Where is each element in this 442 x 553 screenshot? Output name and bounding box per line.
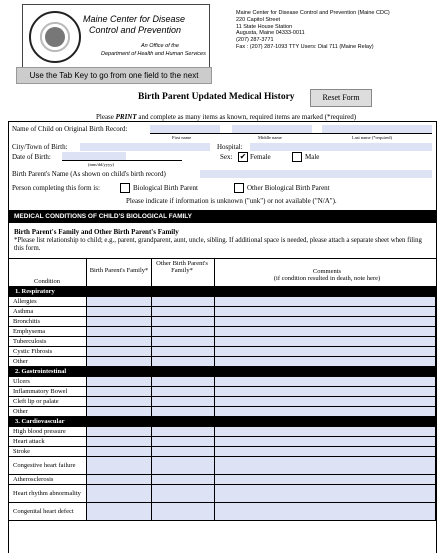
parent-family-input[interactable] — [87, 347, 152, 357]
comments-input[interactable] — [215, 485, 436, 503]
city-input[interactable] — [80, 143, 210, 151]
table-row: Cleft lip or palate — [9, 397, 436, 407]
other-parent-option-label: Other Biological Birth Parent — [247, 184, 330, 192]
other-family-input[interactable] — [152, 485, 215, 503]
comments-input[interactable] — [215, 397, 436, 407]
comments-input[interactable] — [215, 387, 436, 397]
table-row: Heart rhythm abnormality — [9, 485, 436, 503]
sex-female-label: Female — [250, 153, 271, 161]
form-title: Birth Parent Updated Medical History — [138, 92, 295, 102]
comments-input[interactable] — [215, 377, 436, 387]
parent-family-input[interactable] — [87, 457, 152, 475]
org-name-line1: Maine Center for Disease — [83, 14, 186, 24]
table-row: Other — [9, 407, 436, 417]
table-row: Allergies — [9, 297, 436, 307]
dob-label: Date of Birth: — [12, 153, 51, 161]
dob-hint: (mm/dd/yyyy) — [88, 162, 114, 167]
parent-family-input[interactable] — [87, 397, 152, 407]
other-family-input[interactable] — [152, 317, 215, 327]
table-row: Congenital heart defect — [9, 503, 436, 521]
agency-address: Maine Center for Disease Control and Prevention (Maine CDC) 220 Capitol Street 11 State House Station Augusta, Maine 04333-0011 (207) 287-3771 Fax : (207) 287-1093 TTY Users: Dial 711 (Maine Relay) — [236, 10, 390, 50]
other-family-input[interactable] — [152, 397, 215, 407]
comments-input[interactable] — [215, 447, 436, 457]
table-row: Congestive heart failure — [9, 457, 436, 475]
table-row: Cystic Fibrosis — [9, 347, 436, 357]
comments-input[interactable] — [215, 297, 436, 307]
birth-parent-name-input[interactable] — [200, 170, 432, 178]
parent-family-input[interactable] — [87, 377, 152, 387]
table-row: Asthma — [9, 307, 436, 317]
parent-family-input[interactable] — [87, 475, 152, 485]
child-name-label: Name of Child on Original Birth Record: — [12, 125, 128, 133]
other-family-input[interactable] — [152, 357, 215, 367]
hospital-label: Hospital: — [217, 143, 243, 151]
comments-input[interactable] — [215, 307, 436, 317]
parent-family-input[interactable] — [87, 427, 152, 437]
parent-family-input[interactable] — [87, 485, 152, 503]
other-family-input[interactable] — [152, 475, 215, 485]
col-condition-header: Condition — [33, 278, 60, 285]
other-family-input[interactable] — [152, 427, 215, 437]
section-row-cardiovascular: 3. Cardiovascular — [9, 417, 436, 427]
comments-input[interactable] — [215, 357, 436, 367]
col-parent-family-header: Birth Parent's Family* — [89, 267, 149, 274]
section-row-gastrointestinal: 2. Gastrointestinal — [9, 367, 436, 377]
org-name-line4: Department of Health and Human Services — [101, 51, 206, 57]
table-row: Stroke — [9, 447, 436, 457]
table-row: Bronchitis — [9, 317, 436, 327]
table-row: Emphysema — [9, 327, 436, 337]
other-family-input[interactable] — [152, 377, 215, 387]
completing-label: Person completing this form is: — [12, 184, 100, 192]
sex-male-label: Male — [305, 153, 320, 161]
medical-conditions-table — [8, 286, 436, 521]
middle-name-caption: Middle name — [258, 135, 282, 140]
comments-input[interactable] — [215, 427, 436, 437]
birth-parent-name-label: Birth Parent's Name (As shown on child's birth record) — [12, 170, 166, 178]
comments-input[interactable] — [215, 407, 436, 417]
first-name-input[interactable] — [150, 125, 220, 133]
section-row-respiratory: 1. Respiratory — [9, 287, 436, 297]
col-other-family-header: Other Birth Parent's Family* — [156, 260, 208, 274]
other-family-input[interactable] — [152, 437, 215, 447]
reset-form-button[interactable]: Reset Form — [310, 89, 372, 107]
comments-input[interactable] — [215, 503, 436, 521]
comments-input[interactable] — [215, 317, 436, 327]
parent-family-input[interactable] — [87, 503, 152, 521]
family-note: *Please list relationship to child; e.g., parent, grandparent, aunt, uncle, sibling. If additional space is needed, please attach a separate sheet when filing this form. — [14, 237, 422, 252]
family-title: Birth Parent's Family and Other Birth Parent's Family — [14, 228, 179, 236]
city-label: City/Town of Birth: — [12, 143, 68, 151]
org-name-line2: Control and Prevention — [89, 25, 182, 35]
comments-input[interactable] — [215, 347, 436, 357]
parent-family-input[interactable] — [87, 387, 152, 397]
parent-family-input[interactable] — [87, 327, 152, 337]
other-parent-checkbox[interactable] — [234, 183, 244, 193]
table-row: Tuberculosis — [9, 337, 436, 347]
hospital-input[interactable] — [250, 143, 432, 151]
table-row: Heart attack — [9, 437, 436, 447]
table-row: Inflammatory Bowel — [9, 387, 436, 397]
parent-family-input[interactable] — [87, 307, 152, 317]
col-comments-header: Comments (if condition resulted in death, note here) — [273, 268, 381, 282]
other-family-input[interactable] — [152, 447, 215, 457]
table-row: Ulcers — [9, 377, 436, 387]
other-family-input[interactable] — [152, 327, 215, 337]
comments-input[interactable] — [215, 327, 436, 337]
other-family-input[interactable] — [152, 503, 215, 521]
parent-family-input[interactable] — [87, 407, 152, 417]
parent-family-input[interactable] — [87, 357, 152, 367]
sex-male-checkbox[interactable] — [292, 152, 302, 162]
parent-family-input[interactable] — [87, 447, 152, 457]
comments-input[interactable] — [215, 437, 436, 447]
other-family-input[interactable] — [152, 457, 215, 475]
section-title-bar: MEDICAL CONDITIONS OF CHILD'S BIOLOGICAL FAMILY — [8, 210, 436, 223]
sex-label: Sex: — [220, 153, 233, 161]
birth-parent-option-label: Biological Birth Parent — [133, 184, 198, 192]
first-name-caption: First name — [172, 135, 192, 140]
other-family-input[interactable] — [152, 297, 215, 307]
other-family-input[interactable] — [152, 407, 215, 417]
parent-family-input[interactable] — [87, 297, 152, 307]
table-row: High blood pressure — [9, 427, 436, 437]
org-name-line3: An Office of the — [141, 43, 179, 49]
comments-input[interactable] — [215, 457, 436, 475]
other-family-input[interactable] — [152, 307, 215, 317]
table-row: Atherosclerosis — [9, 475, 436, 485]
unknown-note: Please indicate if information is unknown ("unk") or not available ("N/A"). — [126, 197, 337, 205]
agency-logo-box — [22, 4, 210, 68]
other-family-input[interactable] — [152, 337, 215, 347]
comments-input[interactable] — [215, 475, 436, 485]
other-family-input[interactable] — [152, 347, 215, 357]
state-seal-icon — [29, 11, 81, 63]
other-family-input[interactable] — [152, 387, 215, 397]
middle-name-input[interactable] — [232, 125, 312, 133]
comments-input[interactable] — [215, 337, 436, 347]
dob-input[interactable] — [62, 152, 126, 160]
tab-key-note: Use the Tab Key to go from one field to the next — [16, 67, 212, 84]
instructions: Please PRINT and complete as many items as known, required items are marked (*required) — [96, 113, 357, 121]
sex-female-checkbox[interactable]: ✔ — [239, 152, 247, 161]
parent-family-input[interactable] — [87, 337, 152, 347]
parent-family-input[interactable] — [87, 317, 152, 327]
last-name-caption: Last name (*required) — [352, 135, 392, 140]
last-name-input[interactable] — [322, 125, 432, 133]
birth-parent-checkbox[interactable] — [120, 183, 130, 193]
parent-family-input[interactable] — [87, 437, 152, 447]
table-row: Other — [9, 357, 436, 367]
